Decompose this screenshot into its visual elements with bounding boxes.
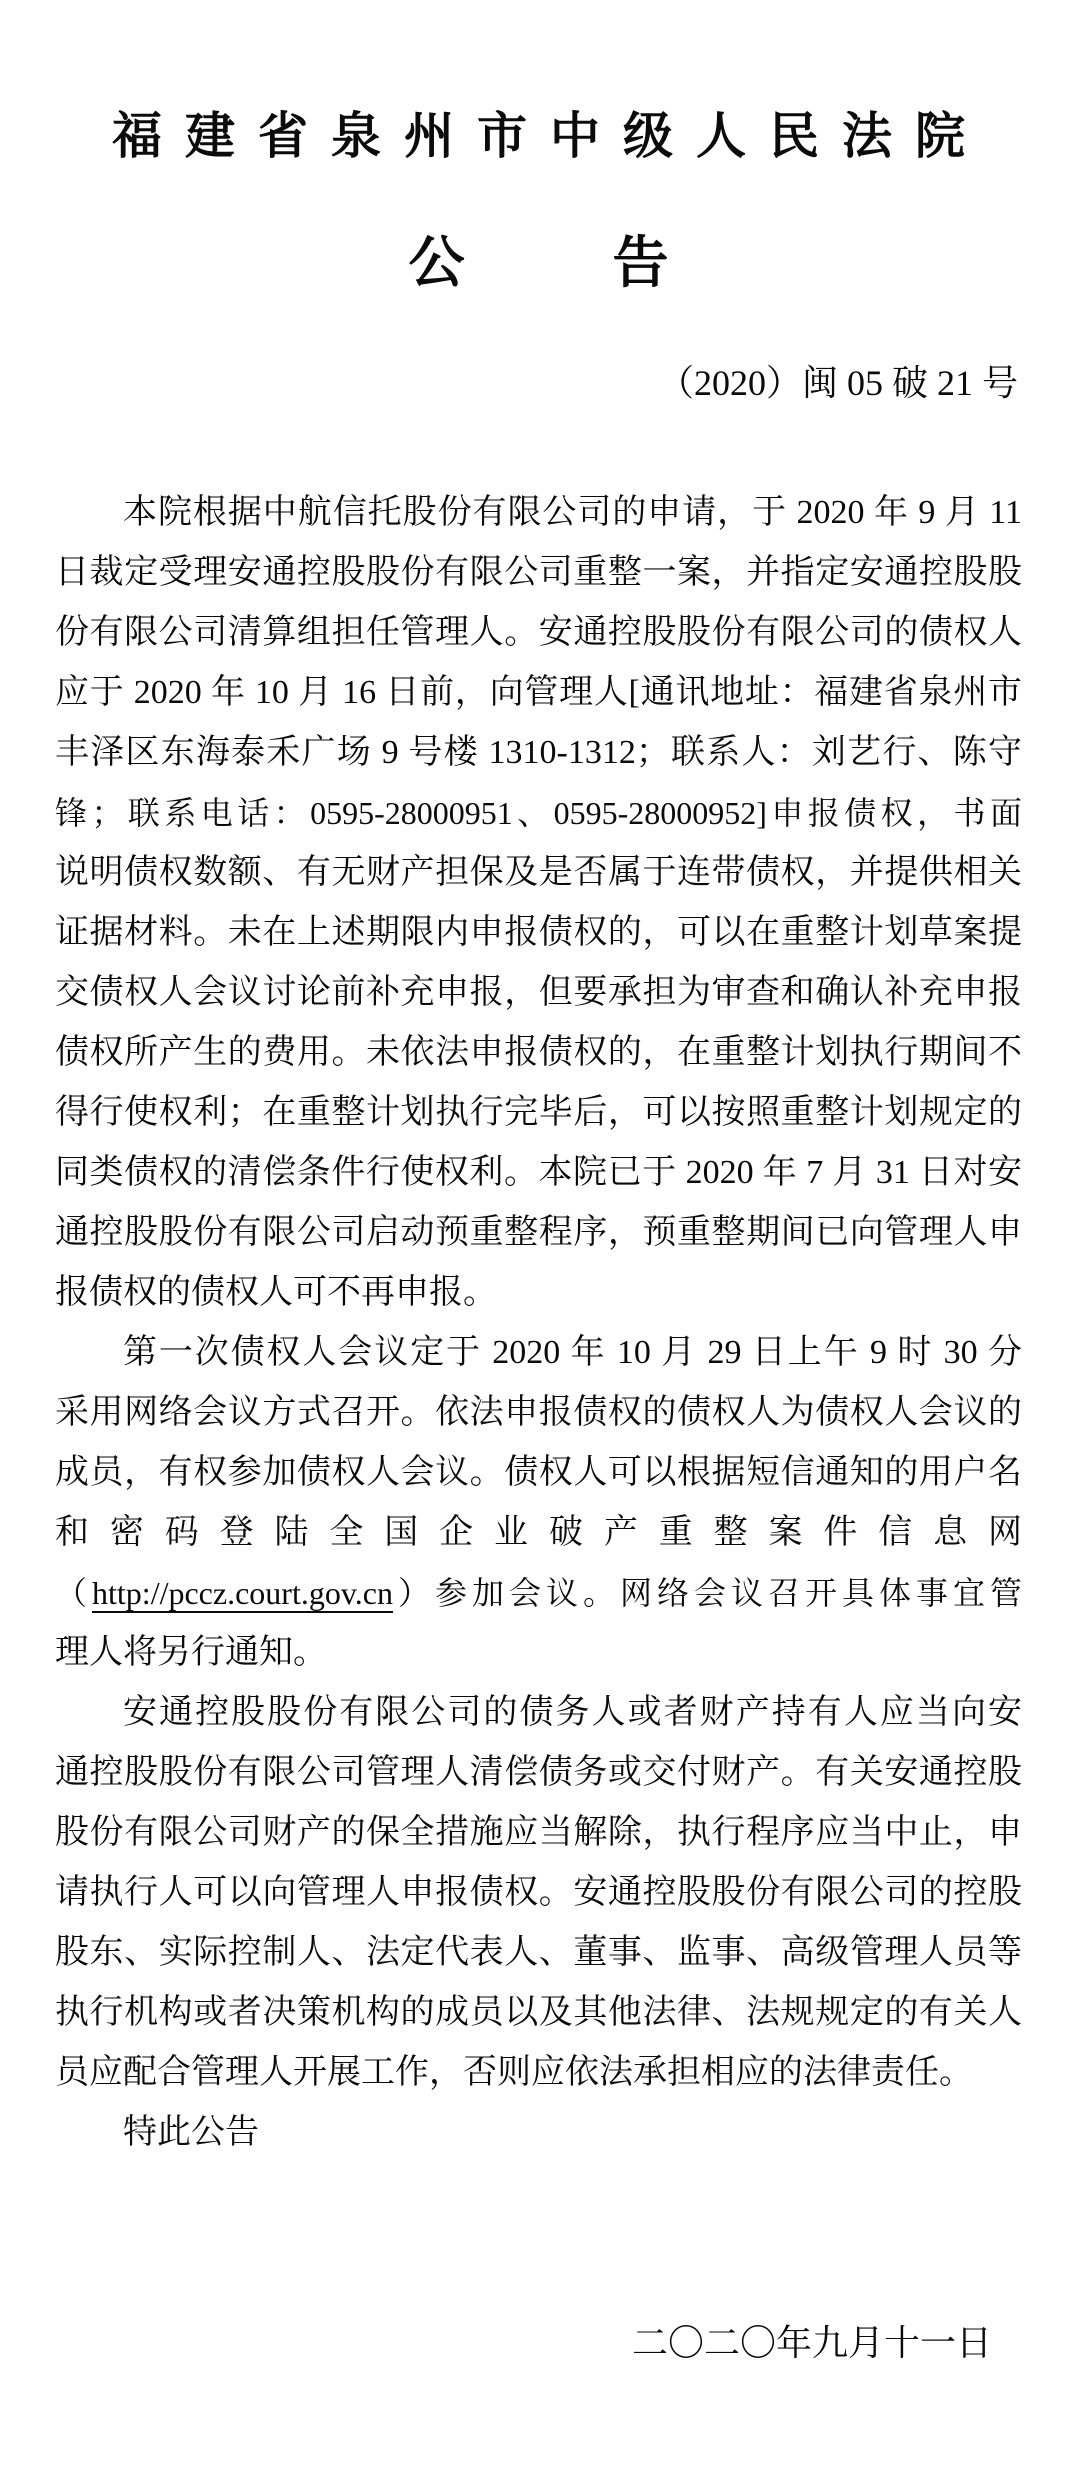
line-text: 执行机构或者决策机构的成员以及其他法律、法规规定的有关人 [55, 1994, 1022, 2031]
document-line [55, 1323, 1022, 1383]
line-text-after-link: ）参加会议。网络会议召开具体事宜管 [392, 1575, 1022, 1611]
document-line [55, 1983, 1022, 2043]
line-text: 采用网络会议方式召开。依法申报债权的债权人为债权人会议的 [55, 1394, 1022, 1431]
document-line [55, 543, 1022, 603]
line-text: 通控股股份有限公司管理人清偿债务或交付财产。有关安通控股 [55, 1754, 1022, 1791]
court-info-site-link[interactable]: http://pccz.court.gov.cn [92, 1575, 393, 1611]
line-text: （ [55, 1575, 93, 1611]
document-line [55, 1863, 1022, 1923]
line-text: 股东、实际控制人、法定代表人、董事、监事、高级管理人员等 [55, 1934, 1022, 1971]
document-line [55, 1623, 1022, 1683]
document-line [55, 903, 1022, 963]
document-body [55, 483, 1022, 2163]
line-text: 第一次债权人会议定于 2020 年 10 月 29 日上午 9 时 30 分 [123, 1334, 1022, 1371]
document-line [55, 1383, 1022, 1443]
line-text: 股份有限公司财产的保全措施应当解除，执行程序应当中止，申 [55, 1814, 1022, 1851]
document-line [55, 1803, 1022, 1863]
document-line [55, 1443, 1022, 1503]
line-text: 成员，有权参加债权人会议。债权人可以根据短信通知的用户名 [55, 1454, 1022, 1491]
line-text: 请执行人可以向管理人申报债权。安通控股股份有限公司的控股 [55, 1874, 1022, 1911]
line-text: 本院根据中航信托股份有限公司的申请，于 2020 年 9 月 11 [123, 494, 1022, 531]
document-line [55, 1563, 1022, 1623]
line-text: 说明债权数额、有无财产担保及是否属于连带债权，并提供相关 [55, 854, 1022, 891]
document-line [55, 723, 1022, 783]
document-line [55, 1923, 1022, 1983]
line-text: 锋；联系电话：0595-28000951、0595-28000952]申报债权，书面 [55, 795, 1022, 831]
document-line [55, 1023, 1022, 1083]
line-text: 债权所产生的费用。未依法申报债权的，在重整计划执行期间不 [55, 1034, 1022, 1071]
document-line [55, 1263, 1022, 1323]
document-line [55, 663, 1022, 723]
line-text: 证据材料。未在上述期限内申报债权的，可以在重整计划草案提 [55, 914, 1022, 951]
document-line [55, 483, 1022, 543]
document-line [55, 603, 1022, 663]
court-name-text: 福建省泉州市中级人民法院 [112, 108, 988, 164]
line-text: 通控股股份有限公司启动预重整程序，预重整期间已向管理人申 [55, 1214, 1022, 1251]
document-line [55, 963, 1022, 1023]
document-line [55, 1143, 1022, 1203]
line-text: 特此公告 [123, 2114, 259, 2151]
line-text: 报债权的债权人可不再申报。 [55, 1274, 497, 1311]
notice-title-text: 公告 [408, 233, 817, 295]
document-date: 二〇二〇年九月十一日 [631, 2323, 992, 2363]
document-line [55, 1683, 1022, 1743]
line-text: 和密码登陆全国企业破产重整案件信息网 [55, 1514, 1022, 1551]
document-line [55, 783, 1022, 843]
line-text: 得行使权利；在重整计划执行完毕后，可以按照重整计划规定的 [55, 1094, 1022, 1131]
document-line [55, 1743, 1022, 1803]
document-line [55, 1083, 1022, 1143]
line-text: 应于 2020 年 10 月 16 日前，向管理人[通讯地址：福建省泉州市 [55, 674, 1022, 711]
line-text: 理人将另行通知。 [55, 1634, 327, 1671]
document-line [55, 1503, 1022, 1563]
line-text: 安通控股股份有限公司的债务人或者财产持有人应当向安 [123, 1694, 1022, 1731]
line-text: 员应配合管理人开展工作，否则应依法承担相应的法律责任。 [55, 2054, 973, 2091]
document-line [55, 2043, 1022, 2103]
case-number: （2020）闽 05 破 21 号 [657, 363, 1018, 403]
document-line [55, 2103, 1022, 2163]
line-text: 丰泽区东海泰禾广场 9 号楼 1310-1312；联系人：刘艺行、陈守 [55, 734, 1022, 771]
document-line [55, 1203, 1022, 1263]
line-text: 份有限公司清算组担任管理人。安通控股股份有限公司的债权人 [55, 614, 1022, 651]
line-text: 日裁定受理安通控股股份有限公司重整一案，并指定安通控股股 [55, 554, 1022, 591]
document-line [55, 843, 1022, 903]
line-text: 交债权人会议讨论前补充申报，但要承担为审查和确认补充申报 [55, 974, 1022, 1011]
notice-title [55, 233, 1022, 295]
court-name-heading [55, 105, 1022, 167]
line-text: 同类债权的清偿条件行使权利。本院已于 2020 年 7 月 31 日对安 [55, 1154, 1022, 1191]
